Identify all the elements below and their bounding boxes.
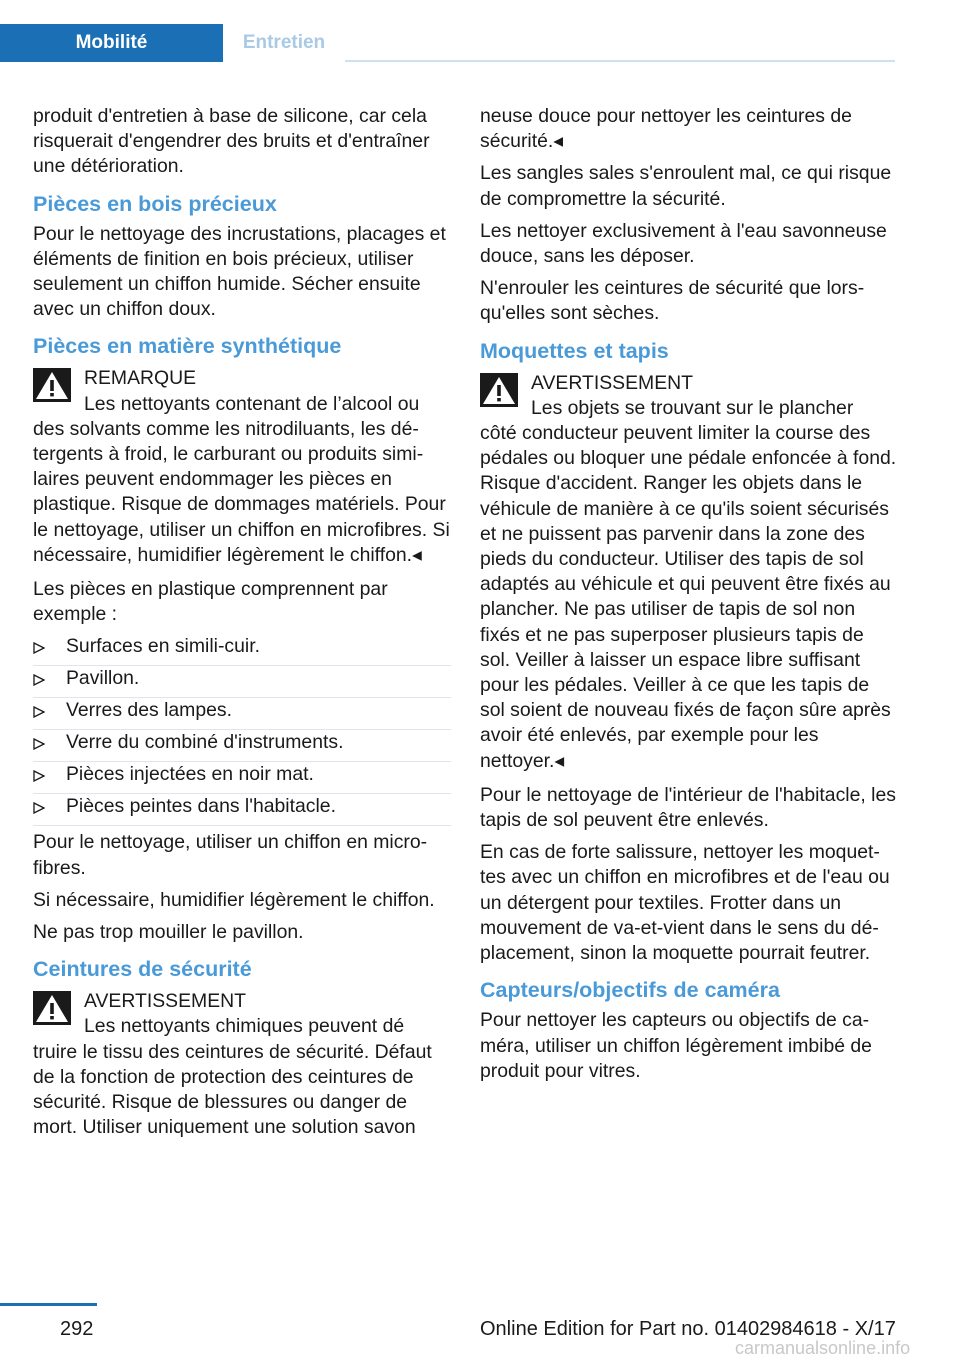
list-item-text: Pavillon. (66, 667, 140, 690)
warning-body: truire le tissu des ceintures de sécurité. Défaut de la fonction de protection des ceintures de sécurité. Risque de blessures ou danger de mort. Utiliser uniquement une solution savon (33, 1040, 432, 1139)
notice-block (33, 366, 451, 568)
right-column (480, 104, 898, 1091)
edition-note: Online Edition for Part no. 01402984618 - X/17 (480, 1318, 896, 1340)
footer-rule (0, 1303, 97, 1306)
warning-triangle-icon (33, 368, 71, 402)
triangle-bullet-icon (33, 706, 45, 718)
notice-body: des solvants comme les nitrodiluants, les détergents à froid, le carburant ou produits similaires peuvent endommager les pièces en plastique. Risque de dommages matériels. Pour le nettoyage, utiliser un chiffon en microfibres. Si nécessaire, humidifier légèrement le chiffon.◂ (33, 417, 450, 566)
heading-synthetic: Pièces en matière synthétique (33, 334, 342, 359)
warning-triangle-icon (33, 991, 71, 1025)
left-column (33, 104, 451, 1149)
paragraph-continued: neuse douce pour nettoyer les ceintures de sécurité.◂ (480, 105, 852, 153)
list-item (33, 794, 451, 826)
warning-body: côté conducteur peuvent limiter la course des pédales ou bloquer une pédale enfoncée à fond. Risque d'accident. Ranger les objets dans le véhicule de manière à ce qu'ils soient sécurisés et ne puissent pas parvenir dans la zone des pieds du conducteur. Utiliser des tapis de sol adaptés au véhicule et qui peuvent être fixés au plancher. Ne pas utiliser de tapis de sol non fixés et ne pas superposer plusieurs tapis de sol. Veiller à laisser un espace libre suffisant pour les pédales. Veiller à ce que les tapis de sol soient de nouveau fixés de façon sûre après avoir été enlevés, par exemple pour les nettoyer.◂ (480, 422, 897, 772)
list-item-text: Verres des lampes. (66, 699, 232, 722)
paragraph-ceiling: Ne pas trop mouiller le pavillon. (33, 921, 304, 944)
list-item (33, 666, 451, 698)
paragraph-heavy-soiling: En cas de forte salissure, nettoyer les moquettes avec un chiffon en microfibres et de l'eau ou un détergent pour textiles. Frotter dans un mouvement de va-et-vient dans le sens du déplacement, sinon la moquette pourrait feutrer. (480, 841, 890, 965)
warning-triangle-icon (480, 373, 518, 407)
warning-block-seatbelts (33, 989, 451, 1140)
paragraph-dry-belts: N'enrouler les ceintures de sécurité que lorsqu'elles sont sèches. (480, 277, 865, 325)
list-item (33, 698, 451, 730)
tab-entretien[interactable] (223, 24, 345, 62)
heading-wood: Pièces en bois précieux (33, 191, 277, 216)
triangle-bullet-icon (33, 770, 45, 782)
notice-title: REMARQUE (84, 367, 197, 390)
paragraph-remove-mats: Pour le nettoyage de l'intérieur de l'habitacle, les tapis de sol peuvent être enlevés. (480, 783, 896, 832)
warning-title: AVERTISSEMENT (84, 990, 246, 1013)
paragraph-wash-belts: Les nettoyer exclusivement à l'eau savonneuse douce, sans les déposer. (480, 219, 887, 268)
paragraph-clean: Pour le nettoyage, utiliser un chiffon en microfibres. (33, 831, 428, 879)
list-item (33, 634, 451, 666)
triangle-bullet-icon (33, 642, 45, 654)
section-tabbar (0, 24, 895, 62)
paragraph-examples: Les pièces en plastique comprennent par exemple : (33, 578, 388, 626)
triangle-bullet-icon (33, 738, 45, 750)
page-number: 292 (60, 1318, 94, 1340)
watermark: carmanualsonline.info (735, 1338, 911, 1358)
paragraph-dirty-belts: Les sangles sales s'enroulent mal, ce qui risque de compromettre la sécurité. (480, 162, 892, 210)
paragraph-humidify: Si nécessaire, humidifier légèrement le chiffon. (33, 888, 435, 911)
notice-first-line: Les nettoyants contenant de l’alcool ou (84, 392, 420, 415)
tab-entretien-label: Entretien (242, 32, 326, 53)
paragraph-sensors: Pour nettoyer les capteurs ou objectifs de caméra, utiliser un chiffon légèrement imbibé de produit pour vitres. (480, 1009, 872, 1082)
list-item-text: Pièces injectées en noir mat. (66, 763, 314, 786)
tab-mobilite[interactable] (0, 24, 223, 62)
list-item-text: Verre du combiné d'instruments. (66, 731, 344, 754)
heading-seatbelts: Ceintures de sécurité (33, 957, 252, 982)
triangle-bullet-icon (33, 802, 45, 814)
list-item-text: Surfaces en simili-cuir. (66, 635, 260, 658)
heading-carpets: Moquettes et tapis (480, 338, 669, 363)
paragraph-intro: produit d'entretien à base de silicone, car cela risquerait d'engendrer des bruits et d'entraîner une détérioration. (33, 105, 430, 178)
triangle-bullet-icon (33, 674, 45, 686)
warning-first-line: Les objets se trouvant sur le plancher (531, 396, 854, 419)
paragraph-wood: Pour le nettoyage des incrustations, placages et éléments de finition en bois précieux, utiliser seulement un chiffon humide. Sécher ensuite avec un chiffon doux. (33, 222, 446, 321)
list-item (33, 730, 451, 762)
tab-mobilite-label: Mobilité (75, 32, 148, 53)
warning-title: AVERTISSEMENT (531, 371, 693, 394)
warning-first-line: Les nettoyants chimiques peuvent dé (84, 1015, 405, 1038)
plastic-parts-list (33, 634, 451, 826)
list-item-text: Pièces peintes dans l'habitacle. (66, 795, 336, 818)
warning-block-carpets (480, 371, 898, 774)
heading-sensors: Capteurs/objectifs de caméra (480, 978, 780, 1003)
list-item (33, 762, 451, 794)
